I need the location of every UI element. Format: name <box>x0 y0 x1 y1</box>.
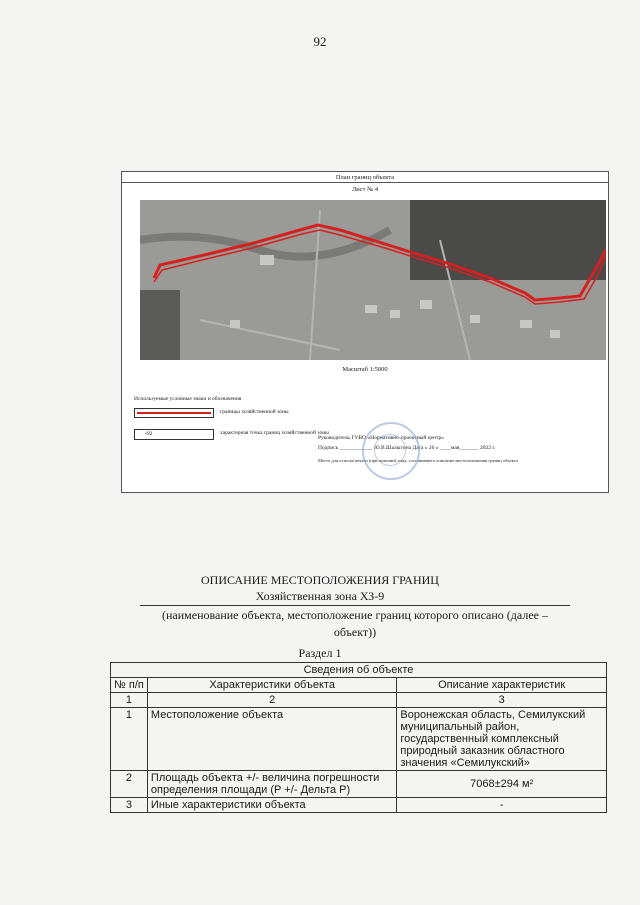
table-header: Сведения об объекте <box>111 663 607 678</box>
divider <box>122 182 608 183</box>
legend-point-sample <box>134 429 214 440</box>
table-row <box>111 798 607 813</box>
table-row <box>111 708 607 771</box>
row-number: 3 <box>111 798 148 813</box>
description-subtitle: Хозяйственная зона ХЗ-9 <box>255 589 385 603</box>
boundary-plan <box>121 171 609 493</box>
row-description: - <box>397 798 607 813</box>
aerial-map <box>140 200 606 360</box>
signature-line: Подпись ____________ Ю.В.Шалыгина Дата « 26 » ____мая_______ 2022 г. <box>318 445 496 451</box>
stamp <box>362 422 420 480</box>
row-characteristic: Иные характеристики объекта <box>147 798 396 813</box>
divider <box>140 605 570 606</box>
row-description: 7068±294 м² <box>397 771 607 798</box>
col-index: 2 <box>147 693 396 708</box>
legend-point-text: •92 <box>145 431 153 437</box>
plan-title: План границ объекта <box>335 174 395 181</box>
stamp-note: Место для оттиска печати (при наличии) лица, составившего описание местоположения границ объекта <box>318 458 518 463</box>
section-title: Раздел 1 <box>298 646 342 660</box>
object-info-table <box>110 662 607 813</box>
legend-title: Используемые условные знаки и обозначения <box>134 396 242 402</box>
col-index: 3 <box>397 693 607 708</box>
row-characteristic: Местоположение объекта <box>147 708 396 771</box>
row-characteristic: Площадь объекта +/- величина погрешности определения площади (Р +/- Дельта Р) <box>147 771 396 798</box>
map-scale: Масштаб 1:5000 <box>342 366 388 373</box>
legend-point-label: характерная точка границ хозяйственной зоны <box>220 430 329 436</box>
plan-sheet: Лист № 4 <box>351 186 379 193</box>
col-header-char: Характеристики объекта <box>147 678 396 693</box>
signature-head: Руководитель ГУВО «Нормативно-проектный центр» <box>318 435 444 441</box>
description-title: ОПИСАНИЕ МЕСТОПОЛОЖЕНИЯ ГРАНИЦ <box>201 573 439 587</box>
row-number: 1 <box>111 708 148 771</box>
col-header-no: № п/п <box>111 678 148 693</box>
row-number: 2 <box>111 771 148 798</box>
table-row <box>111 771 607 798</box>
col-header-desc: Описание характеристик <box>397 678 607 693</box>
row-description: Воронежская область, Семилукский муниципальный район, государственный комплексный природный заказник областного значения «Семилукский» <box>397 708 607 771</box>
legend-line-label: границы хозяйственной зоны <box>220 409 289 415</box>
col-index: 1 <box>111 693 148 708</box>
legend-line-sample <box>134 408 214 418</box>
page-number: 92 <box>313 34 327 49</box>
map-image <box>140 200 606 360</box>
description-note: (наименование объекта, местоположение границ которого описано (далее – объект)) <box>162 608 548 639</box>
